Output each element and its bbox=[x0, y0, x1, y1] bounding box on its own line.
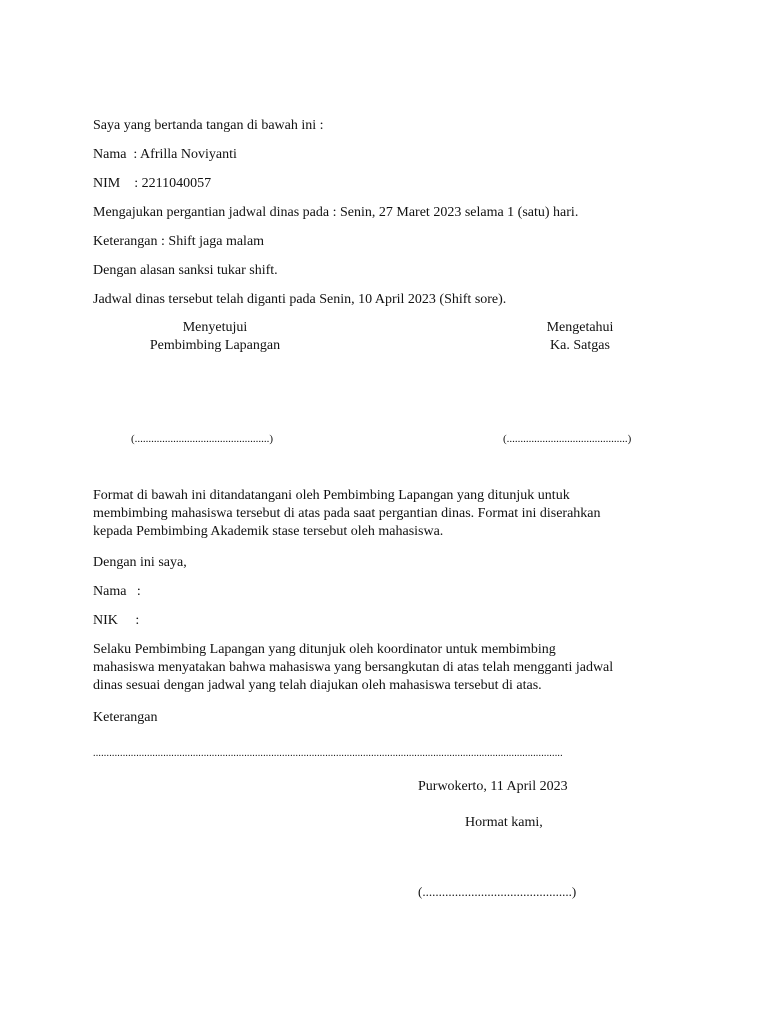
format-paragraph-line: membimbing mahasiswa tersebut di atas pada saat pergantian dinas. Format ini diserahkan bbox=[93, 506, 601, 521]
signature-block-left bbox=[140, 319, 290, 355]
statement-paragraph-line: dinas sesuai dengan jadwal yang telah diajukan oleh mahasiswa tersebut di atas. bbox=[93, 678, 542, 693]
replacement-text: Jadwal dinas tersebut telah diganti pada Senin, 10 April 2023 (Shift sore). bbox=[93, 292, 507, 307]
signature-left-blank: (.................................................) bbox=[131, 433, 274, 445]
nama-field-line: Nama : Afrilla Noviyanti bbox=[93, 147, 237, 162]
request-text: Mengajukan pergantian jadwal dinas pada : Senin, 27 Maret 2023 selama 1 (satu) hari. bbox=[93, 205, 579, 220]
alasan-text: Dengan alasan sanksi tukar shift. bbox=[93, 263, 278, 278]
signature-left-role: Pembimbing Lapangan bbox=[149, 338, 281, 353]
closing-signature-blank: (..............................................) bbox=[418, 884, 577, 899]
keterangan-field-line: Keterangan : Shift jaga malam bbox=[93, 234, 265, 249]
place-date: Purwokerto, 11 April 2023 bbox=[418, 779, 568, 794]
signature-right-blank: (............................................) bbox=[503, 433, 632, 445]
nama-blank-field: Nama : bbox=[93, 584, 141, 599]
dengan-ini-text: Dengan ini saya, bbox=[93, 555, 187, 570]
signature-left-title: Menyetujui bbox=[182, 320, 248, 335]
format-paragraph bbox=[93, 487, 683, 541]
signature-block-right bbox=[520, 319, 640, 355]
nik-blank-field: NIK : bbox=[93, 613, 140, 628]
closing-text: Hormat kami, bbox=[465, 815, 543, 830]
nim-field-line: NIM : 2211040057 bbox=[93, 176, 212, 191]
intro-text: Saya yang bertanda tangan di bawah ini : bbox=[93, 118, 324, 133]
statement-paragraph-line: Selaku Pembimbing Lapangan yang ditunjuk oleh koordinator untuk membimbing bbox=[93, 642, 556, 657]
signature-right-role: Ka. Satgas bbox=[550, 338, 610, 353]
keterangan-dots-line: .............................................................................................................................................................................. bbox=[93, 748, 563, 759]
statement-paragraph-line: mahasiswa menyatakan bahwa mahasiswa yang bersangkutan di atas telah mengganti jadwal bbox=[93, 660, 614, 675]
keterangan-label: Keterangan bbox=[93, 710, 158, 725]
format-paragraph-line: Format di bawah ini ditandatangani oleh Pembimbing Lapangan yang ditunjuk untuk bbox=[93, 488, 570, 503]
statement-paragraph bbox=[93, 641, 683, 695]
signature-right-title: Mengetahui bbox=[546, 320, 614, 335]
format-paragraph-line: kepada Pembimbing Akademik stase tersebut oleh mahasiswa. bbox=[93, 524, 444, 539]
